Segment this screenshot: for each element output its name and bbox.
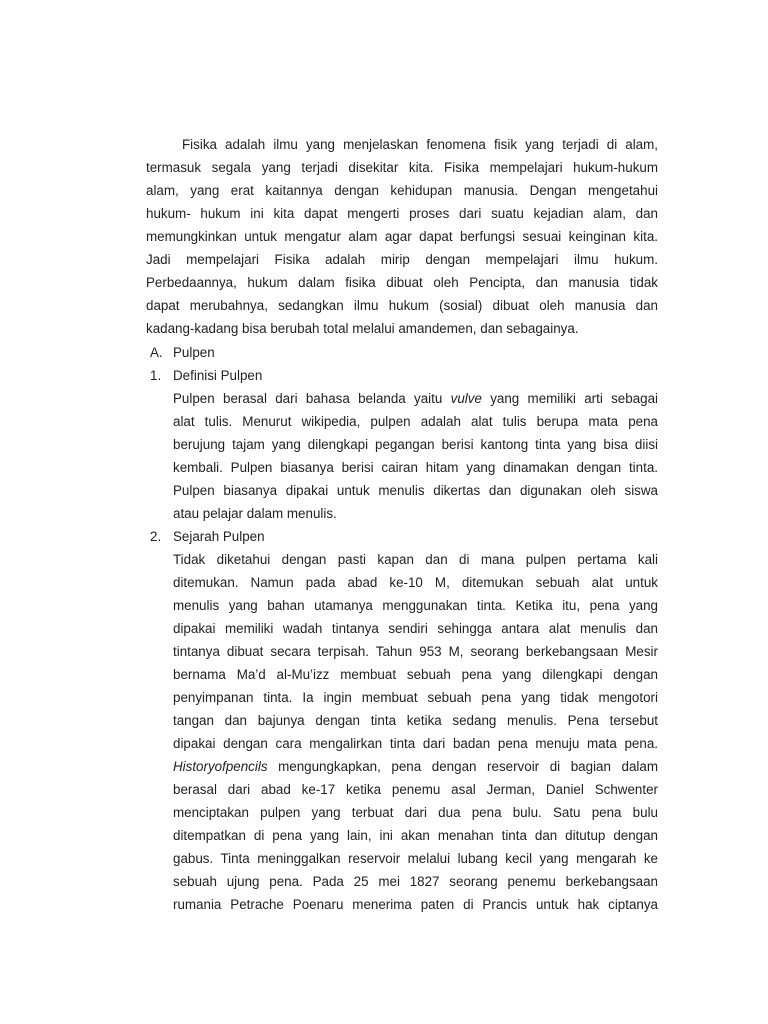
subsection-2-line: bernama Ma’d al-Mu’izz membuat sebuah pena yang dilengkapi dengan [173,667,658,682]
intro-line: dapat merubahnya, sedangkan ilmu hukum (sosial) dibuat oleh manusia dan [146,298,658,313]
section-a-marker: A. [150,345,163,360]
subsection-1-line [173,387,658,410]
intro-line: Fisika adalah ilmu yang menjelaskan fenomena fisik yang terjadi di alam, [182,137,658,152]
subsection-1-italic-term: vulve [450,391,482,406]
subsection-2-line: tintanya dibuat secara terpisah. Tahun 953 M, seorang berkebangsaan Mesir [173,644,658,659]
intro-line: kadang-kadang bisa berubah total melalui amandemen, dan sebagainya. [146,321,579,336]
section-a-title: Pulpen [173,345,215,360]
subsection-1-line: alat tulis. Menurut wikipedia, pulpen adalah alat tulis berupa mata pena [173,414,658,429]
subsection-2-line: rumania Petrache Poenaru menerima paten di Prancis untuk hak ciptanya [173,897,658,912]
subsection-2-italic-term: Historyofpencils [173,759,268,774]
subsection-1-line: berujung tajam yang dilengkapi pegangan berisi kantong tinta yang bisa diisi [173,437,658,452]
subsection-2-line: dipakai memiliki wadah tintanya sendiri sehingga antara alat menulis dan [173,621,658,636]
subsection-1-line: Pulpen biasanya dipakai untuk menulis dikertas dan digunakan oleh siswa [173,483,658,498]
subsection-2-marker: 2. [150,529,162,544]
subsection-2-title: Sejarah Pulpen [173,529,265,544]
intro-line: termasuk segala yang terjadi disekitar kita. Fisika mempelajari hukum-hukum [146,160,658,175]
intro-line: hukum- hukum ini kita dapat mengerti proses dari suatu kejadian alam, dan [146,206,658,221]
subsection-1-marker: 1. [150,368,162,383]
subsection-1-text: yang memiliki arti sebagai [481,391,659,406]
subsection-2-line: menulis yang bahan utamanya menggunakan tinta. Ketika itu, pena yang [173,598,658,613]
subsection-2-line: berasal dari abad ke-17 ketika penemu asal Jerman, Daniel Schwenter [173,782,658,797]
subsection-2-line: ditemukan. Namun pada abad ke-10 M, ditemukan sebuah alat untuk [173,575,658,590]
intro-line: alam, yang erat kaitannya dengan kehidupan manusia. Dengan mengetahui [146,183,658,198]
subsection-2-line: tangan dan bajunya dengan tinta ketika sedang menulis. Pena tersebut [173,713,658,728]
subsection-2-line: penyimpanan tinta. Ia ingin membuat sebuah pena yang tidak mengotori [173,690,658,705]
intro-line: memungkinkan untuk mengatur alam agar dapat berfungsi sesuai keinginan kita. [146,229,658,244]
subsection-2-line: ditempatkan di pena yang lain, ini akan menahan tinta dan ditutup dengan [173,828,658,843]
subsection-1-line: kembali. Pulpen biasanya berisi cairan hitam yang dinamakan dengan tinta. [173,460,658,475]
subsection-1-line: atau pelajar dalam menulis. [173,506,337,521]
intro-line: Perbedaannya, hukum dalam fisika dibuat oleh Pencipta, dan manusia tidak [146,275,658,290]
subsection-2-line [173,755,658,778]
subsection-2-line: sebuah ujung pena. Pada 25 mei 1827 seorang penemu berkebangsaan [173,874,658,889]
subsection-1-text: Pulpen berasal dari bahasa belanda yaitu [173,391,451,406]
subsection-2-text: mengungkapkan, pena dengan reservoir di bagian dalam [267,759,658,774]
subsection-1-title: Definisi Pulpen [173,368,263,383]
subsection-2-line: Tidak diketahui dengan pasti kapan dan di mana pulpen pertama kali [173,552,658,567]
subsection-2-line: gabus. Tinta meninggalkan reservoir melalui lubang kecil yang mengarah ke [173,851,658,866]
subsection-2-line: dipakai dengan cara mengalirkan tinta dari badan pena menuju mata pena. [173,736,658,751]
intro-line: Jadi mempelajari Fisika adalah mirip dengan mempelajari ilmu hukum. [146,252,658,267]
subsection-2-line: menciptakan pulpen yang terbuat dari dua pena bulu. Satu pena bulu [173,805,658,820]
